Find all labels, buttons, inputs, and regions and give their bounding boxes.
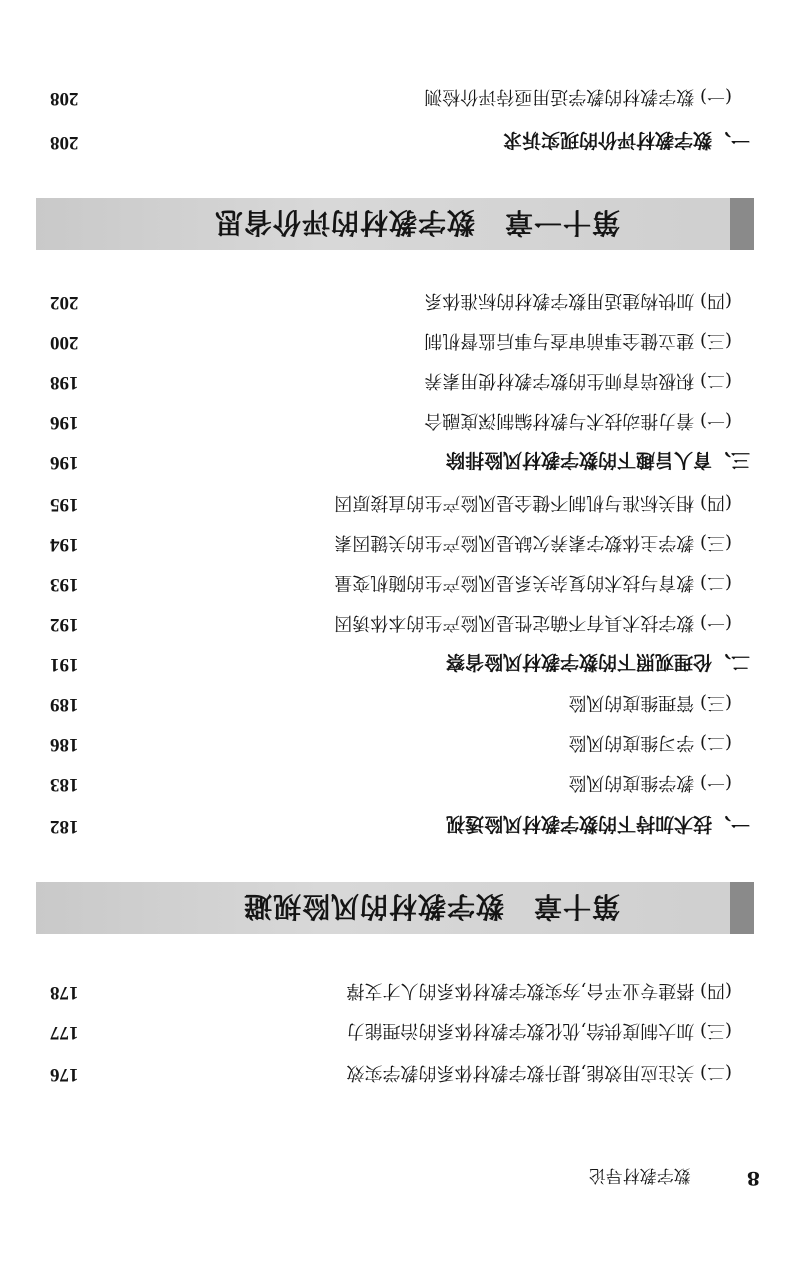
toc-entry-label: 一、数字教材评价的现实诉求 (502, 129, 750, 152)
toc-entry-label: (二) 关注应用效能,提升数字教材体系的教学实效 (346, 1062, 732, 1083)
toc-entry-label: (二) 积极培育师生的数字教材使用素养 (424, 370, 732, 391)
chapter-banner-tab (730, 882, 754, 934)
toc-subsection-entry[interactable] (50, 686, 750, 722)
toc-subsection-entry[interactable] (50, 766, 750, 802)
toc-subsection-entry[interactable] (50, 1056, 750, 1092)
chapter-title: 第十一章 数字教材的评价省思 (213, 206, 620, 239)
toc-entry-label: 二、伦理观照下的数字教材风险省察 (445, 651, 750, 674)
toc-entry-page: 200 (50, 332, 79, 353)
toc-entry-label: (一) 数字教材的教学适用亟待评价检测 (424, 86, 732, 107)
toc-entry-label: (一) 着力推动技术与教材编制深度融合 (424, 410, 732, 431)
toc-entry-label: (一) 数字技术具有不确定性是风险产生的本体诱因 (334, 612, 732, 633)
toc-entry-page: 177 (50, 1022, 79, 1043)
toc-entry-label: (一) 教学维度的风险 (568, 772, 732, 793)
toc-subsection-entry[interactable] (50, 284, 750, 320)
chapter-banner-tab (730, 198, 754, 250)
toc-entry-page: 182 (50, 816, 79, 837)
chapter-banner (36, 198, 754, 250)
toc-entry-page: 186 (50, 734, 79, 755)
toc-entry-page: 198 (50, 372, 79, 393)
toc-subsection-entry[interactable] (50, 80, 750, 116)
toc-entry-page: 183 (50, 774, 79, 795)
toc-entry-page: 194 (50, 534, 79, 555)
toc-entry-label: (四) 相关标准与机制不健全是风险产生的直接原因 (334, 492, 732, 513)
toc-entry-page: 193 (50, 574, 79, 595)
toc-subsection-entry[interactable] (50, 486, 750, 522)
toc-subsection-entry[interactable] (50, 726, 750, 762)
toc-entry-page: 196 (50, 412, 79, 433)
book-title: 数字教材导论 (588, 1165, 691, 1186)
toc-section-entry[interactable] (50, 124, 750, 160)
toc-entry-page: 189 (50, 694, 79, 715)
toc-entry-label: 一、技术加持下的数字教材风险透视 (445, 813, 750, 836)
toc-entry-label: (四) 加快构建适用数字教材的标准体系 (424, 290, 732, 311)
toc-entry-label: (三) 建立健全事前审查与事后监督机制 (424, 330, 732, 351)
toc-entry-page: 176 (50, 1064, 79, 1085)
toc-entry-label: 三、育人旨趣下的数字教材风险排除 (445, 449, 750, 472)
toc-entry-label: (二) 学习维度的风险 (568, 732, 732, 753)
toc-subsection-entry[interactable] (50, 526, 750, 562)
toc-entry-page: 208 (50, 88, 79, 109)
toc-entry-page: 178 (50, 982, 79, 1003)
toc-entry-label: (三) 加大制度供给,优化数字教材体系的治理能力 (346, 1020, 732, 1041)
page-header (30, 1158, 760, 1198)
toc-entry-page: 195 (50, 494, 79, 515)
toc-section-entry[interactable] (50, 646, 750, 682)
toc-section-entry[interactable] (50, 444, 750, 480)
toc-subsection-entry[interactable] (50, 566, 750, 602)
toc-subsection-entry[interactable] (50, 1014, 750, 1050)
chapter-banner (36, 882, 754, 934)
toc-entry-page: 191 (50, 654, 79, 675)
toc-entry-label: (三) 教学主体数字素养欠缺是风险产生的关键因素 (334, 532, 732, 553)
chapter-title: 第十章 数字教材的风险规避 (242, 890, 620, 923)
toc-entry-page: 192 (50, 614, 79, 635)
toc-entry-page: 208 (50, 132, 79, 153)
toc-subsection-entry[interactable] (50, 404, 750, 440)
toc-entry-page: 202 (50, 292, 79, 313)
toc-subsection-entry[interactable] (50, 364, 750, 400)
toc-entry-label: (二) 教育与技术的复杂关系是风险产生的随机变量 (334, 572, 732, 593)
toc-subsection-entry[interactable] (50, 324, 750, 360)
toc-entry-page: 196 (50, 452, 79, 473)
toc-entry-label: (四) 搭建专业平台,夯实数字教材体系的人才支撑 (346, 980, 732, 1001)
toc-section-entry[interactable] (50, 808, 750, 844)
page-number: 8 (746, 1167, 760, 1189)
toc-entry-label: (三) 管理维度的风险 (568, 692, 732, 713)
toc-subsection-entry[interactable] (50, 606, 750, 642)
toc-subsection-entry[interactable] (50, 974, 750, 1010)
